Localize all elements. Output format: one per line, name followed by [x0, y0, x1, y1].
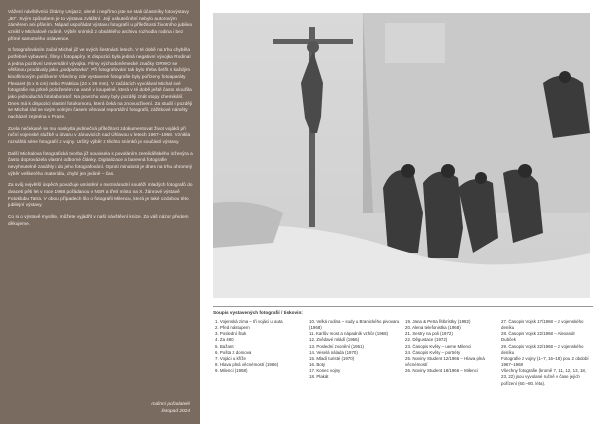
signature-date: listopad 2024 [161, 409, 190, 415]
caption-item: 9. Milenci (1968) [215, 368, 248, 374]
caption-item: 29. Časopis Vojsk 22/1968 – z vojenského deníku [501, 343, 584, 355]
captions-column-1 [215, 319, 305, 374]
soldiers-photo [213, 13, 590, 298]
caption-note: Všechny fotografie (kromě 7, 11, 12, 13, 18, 23, 22) jsou vyvolané ručně v čase jejich pořízení (60.–80. léta). [501, 368, 587, 386]
captions-title: Soupis vystavených fotografií / tiskovin: [213, 310, 303, 315]
caption-item: 7. Vojáci u kříže [215, 355, 246, 361]
caption-item: 11. Karlův most a nápadník vzhůr (1968) [309, 331, 388, 337]
intro-panel [0, 0, 200, 424]
caption-item: 10. Velká rodina – sudy u Branického pivovaru (1968) [309, 319, 400, 331]
signature-line: rodinní pořadatelé [151, 402, 190, 408]
caption-item: 19. Jana & Petra řitibrístky (1982) [405, 319, 471, 324]
caption-item: 28. Časopis Vojsk 22/1968 – Alexandr Dubček [501, 331, 575, 343]
caption-item: 17. Konec vojny [309, 368, 341, 374]
caption-item: 14. Veselá nálada (1970) [309, 349, 358, 355]
captions-column-3 [405, 319, 497, 374]
caption-item: 27. Časopis Vojsk 17/1968 – z vojenského deníku [501, 319, 584, 331]
caption-item: 23. Časopis Květy – ueme Milenci [405, 343, 472, 349]
captions-column-4 [501, 319, 591, 387]
caption-item: 22. Děgustace (1972) [405, 337, 448, 343]
caption-item: 4. Za 480 [215, 337, 234, 343]
caption-note: Fotografie z vojny (1–7, 16–18) pou 2 období 1967–1968 [501, 355, 589, 368]
intro-paragraph: Zcela nečekaně se mu naskytla jedinečná příležitost zdokumentovat život vojáků při roční vojenské službě u útvaru v Jánovicích nad Úhlavou v letech 1967–1968. Vznikla rozsáhlá série fotografií z vojny. Určitý výběr z těchto snímků je součástí výstavy. [8, 125, 191, 145]
captions-column-2 [309, 319, 401, 381]
caption-item: 20. Alena telefonistka (1968) [405, 325, 461, 331]
intro-paragraph: Za svůj největší úspěch považuje umístění v mezinárodní soutěži mladých fotografů do dvaceti pěti let v roce 1968 pořádanou v NSR a třetí místo na X. žánrové výstavě Fotoklubu Tatra. V obou případech šlo o fotografii Milencu, která je také ozdobou této jubilejní výstavy. [8, 182, 193, 208]
caption-item: 13. Poslední zvonění (1961) [309, 343, 364, 349]
caption-item: 1. Vojenská zima – tři vojáci u auta [215, 319, 283, 324]
captions-list [213, 306, 593, 419]
caption-item: 25. Noviny Student 12/1966 – Hlava plná věcnémostí [405, 355, 485, 368]
caption-item: 6. Pošta z domova [215, 349, 252, 355]
caption-item: 24. Časopis Květy – portréty [405, 349, 461, 355]
intro-paragraph: Vážení návštěvníci čítárny Unijazz, oleně i nepřímo jste se stali účastníky fotovýstavy „80“. Svým způsobem je to výstava zvláštní. Její uskutečnění nebylo autorovým záměrem ani přáním. Nápad uspořádat výstavu fotografií u příležitosti životního jubilea vznikl v Michalově rodině. Výběr snímků z obsáhlého archivu rozhodla rodina i bez přímé samotného oslavence. [8, 9, 192, 41]
intro-paragraph: S fotografováním začal Michal již ve svých šestnácti letech. V té době na trhu chyběla potřebné vybavení, filmy i fotopapíry. K dispozici byla jediná negativní vývojka Rodinal a jedna pozitivní Universální vývojka. Filmy východoněmecké značky ORWO se většinou prodávaly jako „podpultovka“. Při fotografování tak bylo třeba šetřit s každým kinofilmovým políčkem! Všechny zde vystavené fotografie byly pořízeny fotoaparáty Flexaret (6 x 6 cm) nebo Praktica (24 x 36 mm). V začátcích vyvolával Michal své fotografie na prkně položeném na vaně v koupelně, která v té době ještě často sloužila jako jednoduchá fotolaboratoř. Na povrchu vany byly později znát stopy chemikálií. Dnes má k dispozici vlastní fotokomoru, která čeká na znovuoživení. Za studií i později se Michal rád se svým volným časem věnoval reportážní fotografii, zážitkové náměty nacházel zejména v Praze. [8, 47, 193, 120]
caption-item: 2. Před nástupem [215, 325, 250, 331]
photo-illustration [213, 13, 590, 298]
caption-item: 5. Bažant [215, 343, 234, 349]
caption-item: 16. Boty [309, 362, 326, 368]
caption-item: 12. Zvědavé mládí (1966) [309, 337, 360, 343]
intro-paragraph: Další Michalova fotografická tvorba již souvisela s povoláním zemědělského inženýra a často doprovázela vlastní odborné články. Digitalizace a barevná fotografie nevyhnutelně zasáhly i do jeho fotografování. Oproti minulosti je dnes na trhu ohromný výběr veškerého materiálu, chybí jen jedině – čas. [8, 150, 193, 176]
caption-item: 21. Sestry na poli (1972) [405, 331, 453, 337]
caption-item: 26. Noviny Student 18/1966 – Milenci [405, 368, 478, 374]
intro-paragraph: Co si o výstavě myslíte, můžete vyjádřit v naší návštěvní knize. Za váš názor předem děkujeme. [8, 214, 189, 226]
caption-item: 8. Hlava plná věcnémostí (1966) [215, 362, 279, 368]
caption-item: 3. Poslední štuk [215, 331, 247, 337]
caption-item: 18. Plakát [309, 374, 329, 380]
signature [0, 402, 190, 416]
caption-item: 15. Mladí turisté (1970) [309, 355, 355, 361]
